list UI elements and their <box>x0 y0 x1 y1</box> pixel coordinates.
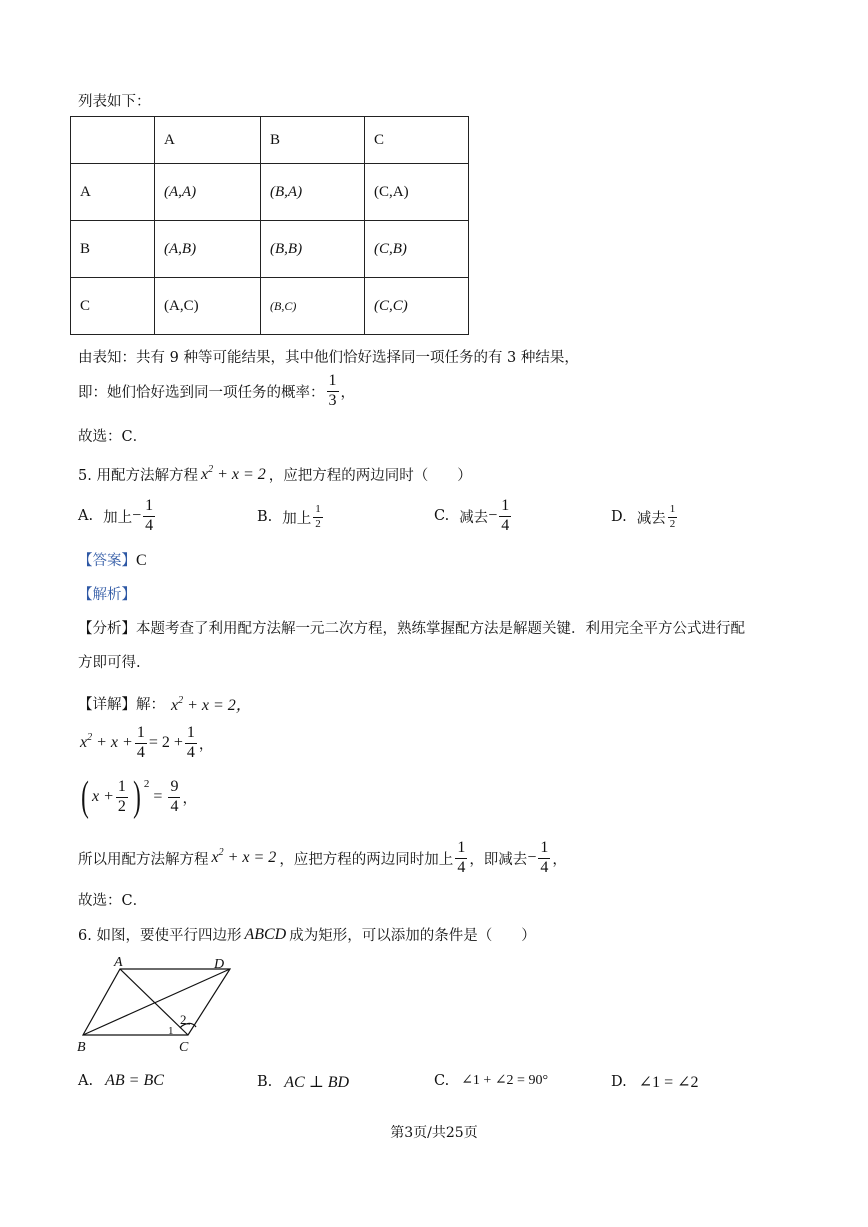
page-footer: 第3页/共25页 <box>390 1125 478 1141</box>
option-text: ∠1 + ∠2 = 90° <box>461 1073 549 1088</box>
table-header-row <box>71 117 469 164</box>
q5-equation: $x^2 + x = 2$ <box>200 463 266 483</box>
conclusion-equation: $x^2 + x = 2$ <box>211 847 277 867</box>
table-row <box>71 164 469 221</box>
option-text: AB = BC <box>105 1072 164 1089</box>
step3-equals: = <box>153 788 163 805</box>
table-header-cell: C <box>365 117 469 164</box>
q6-option-a[interactable] <box>78 1072 164 1090</box>
fraction-denominator: 4 <box>186 743 195 761</box>
fenxi-line-1 <box>78 617 745 638</box>
q5-stem-pre: 5. 用配方法解方程 <box>78 468 198 484</box>
option-text: 减去 <box>459 509 489 526</box>
fraction-numerator: 1 <box>143 498 155 517</box>
summary-line-1: 由表知：共有 9 种等可能结果，其中他们恰好选择同一项任务的有 3 种结果， <box>78 350 579 366</box>
step3-fraction <box>116 779 128 816</box>
probability-fraction <box>327 373 339 410</box>
answer-value: C <box>136 552 147 569</box>
conclusion-end: ， <box>552 851 567 868</box>
choose-line: 故选：C． <box>78 429 148 445</box>
conclusion-line <box>78 840 567 877</box>
vertex-label-a: A <box>114 955 123 970</box>
step3-exponent: 2 <box>143 778 150 790</box>
xiangjie-pre: 解： <box>136 697 165 713</box>
option-text: AC ⊥ BD <box>284 1074 350 1091</box>
fraction-denominator: 3 <box>328 391 337 409</box>
summary-line-2 <box>78 373 355 410</box>
table-cell: (C,B) <box>365 221 469 278</box>
result-table <box>70 116 469 335</box>
q6-stem-pre: 6. 如图，要使平行四边形 <box>78 928 242 944</box>
q6-stem-abcd: ABCD <box>244 925 287 943</box>
q5-option-a[interactable] <box>78 498 157 535</box>
fraction-numerator: 1 <box>135 725 147 744</box>
q6-stem <box>78 924 536 945</box>
table-cell: (B,B) <box>261 221 365 278</box>
table-row <box>71 221 469 278</box>
xiangjie-line <box>78 692 252 715</box>
step3-end: ， <box>182 790 197 807</box>
option-label: D. <box>611 1074 627 1090</box>
option-label: C. <box>434 1072 450 1089</box>
fraction-denominator: 4 <box>145 516 154 534</box>
summary-comma: ， <box>340 384 355 401</box>
option-label: C. <box>434 508 450 525</box>
option-label: B. <box>257 509 273 526</box>
table-cell: (B,C) <box>261 278 365 335</box>
table-cell: B <box>71 221 155 278</box>
conclusion-mid: ，应把方程的两边同时加上 <box>279 851 454 868</box>
answer-line <box>78 549 147 570</box>
diagonal-ac <box>120 969 188 1035</box>
table-cell: (B,A) <box>261 164 365 221</box>
q5-stem <box>78 464 472 485</box>
step3-paren-expression: ( x + $\frac{1}{2}$ ) <box>81 774 141 820</box>
table-cell: C <box>71 278 155 335</box>
summary-text: 即：她们恰好选到同一项任务的概率： <box>78 384 325 401</box>
fraction-numerator: 1 <box>668 504 678 518</box>
table-cell: A <box>71 164 155 221</box>
fraction-denominator: 2 <box>315 517 321 530</box>
option-label: D. <box>611 509 627 526</box>
q5-option-d[interactable] <box>611 504 679 530</box>
fraction-numerator: 1 <box>499 498 511 517</box>
option-text: 减去 <box>636 510 666 527</box>
table-row <box>71 278 469 335</box>
option-sign: − <box>132 507 142 525</box>
table-cell: (A,A) <box>155 164 261 221</box>
table-cell: (C,C) <box>365 278 469 335</box>
conclusion-fraction <box>538 840 550 877</box>
vertex-label-c: C <box>179 1040 189 1055</box>
table-cell: (A,C) <box>155 278 261 335</box>
table-header-cell: B <box>261 117 365 164</box>
q5-stem-post: ，应把方程的两边同时（ ） <box>268 468 472 484</box>
fraction-denominator: 4 <box>540 858 549 876</box>
step2-fraction <box>135 725 147 762</box>
fraction-numerator: 1 <box>185 725 197 744</box>
step2-fraction <box>185 725 197 762</box>
option-text: 加上 <box>282 510 312 527</box>
diagonal-bd <box>83 969 230 1035</box>
step3-inner: x + <box>92 788 114 805</box>
fraction-numerator: 9 <box>168 779 180 798</box>
parallelogram-figure <box>70 954 240 1058</box>
fraction-denominator: 4 <box>170 797 179 815</box>
table-cell: (A,B) <box>155 221 261 278</box>
q6-stem-post: 成为矩形，可以添加的条件是（ ） <box>289 928 536 944</box>
q6-option-d[interactable] <box>611 1072 699 1092</box>
option-label: B. <box>257 1074 273 1090</box>
option-text: 加上 <box>103 509 133 526</box>
step2-left: $x^2 + x$ + <box>80 732 133 752</box>
analysis-tag: 【解析】 <box>78 587 136 603</box>
step2-end: ， <box>198 736 214 753</box>
step1-equation: $x^2 + x = 2$， <box>171 695 252 714</box>
conclusion-fraction <box>455 840 467 877</box>
q5-choose-line: 故选：C． <box>78 893 148 909</box>
conclusion-pre: 所以用配方法解方程 <box>78 851 209 868</box>
step3-fraction <box>168 779 180 816</box>
step3-line <box>78 776 197 818</box>
xiangjie-tag: 【详解】 <box>78 697 136 713</box>
fraction-numerator: 1 <box>455 840 467 859</box>
option-fraction <box>313 504 323 530</box>
fraction-numerator: 1 <box>313 504 323 518</box>
fenxi-line-2: 方即可得. <box>78 655 141 671</box>
q6-option-c[interactable] <box>434 1072 548 1089</box>
table-header-cell: A <box>155 117 261 164</box>
answer-tag: 【答案】 <box>78 553 136 569</box>
step2-mid: = 2 + <box>148 734 183 752</box>
option-fraction <box>143 498 155 535</box>
q5-option-b[interactable] <box>257 504 325 530</box>
fraction-numerator: 1 <box>327 373 339 392</box>
fraction-denominator: 2 <box>117 797 126 815</box>
option-text: ∠1 = ∠2 <box>638 1074 699 1091</box>
angle-label-1: 1 <box>168 1025 174 1037</box>
table-header-cell <box>71 117 155 164</box>
q6-option-b[interactable] <box>257 1072 349 1092</box>
q5-option-c[interactable] <box>434 498 513 535</box>
fraction-denominator: 2 <box>669 517 676 530</box>
fraction-denominator: 4 <box>457 858 466 876</box>
fraction-denominator: 4 <box>136 743 145 761</box>
vertex-label-b: B <box>77 1040 86 1055</box>
fraction-denominator: 4 <box>501 516 510 534</box>
table-cell: (C,A) <box>365 164 469 221</box>
option-label: A. <box>78 1073 94 1089</box>
intro-text: 列表如下： <box>78 94 151 110</box>
option-fraction <box>668 504 678 530</box>
option-label: A. <box>78 508 94 525</box>
fenxi-tag: 【分析】 <box>78 621 136 637</box>
step2-line <box>80 725 213 762</box>
option-fraction <box>499 498 511 535</box>
fraction-numerator: 1 <box>116 779 128 798</box>
vertex-label-d: D <box>214 957 225 972</box>
conclusion-sign: − <box>527 849 537 867</box>
conclusion-mid2: ，即减去 <box>469 851 528 868</box>
angle-label-2: 2 <box>180 1012 187 1027</box>
option-sign: − <box>488 507 498 525</box>
fenxi-text: 本题考查了利用配方法解一元二次方程，熟练掌握配方法是解题关键．利用完全平方公式进行配 <box>136 621 745 637</box>
fraction-numerator: 1 <box>538 840 550 859</box>
